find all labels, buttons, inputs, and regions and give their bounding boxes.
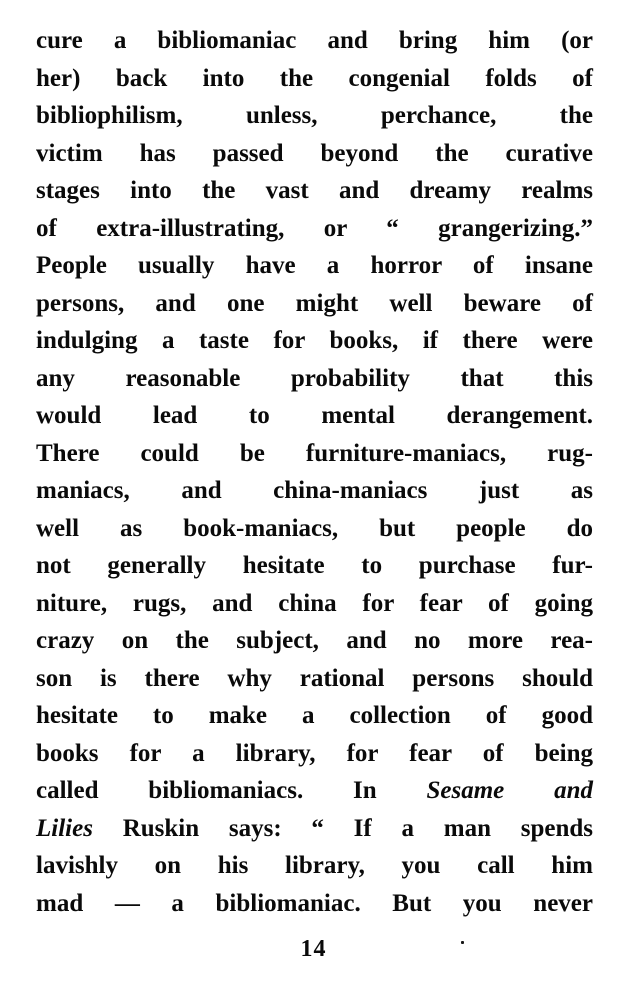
body-text: son is there why rational persons should xyxy=(36,664,593,692)
body-text: maniacs, and china-maniacs just as xyxy=(36,477,593,504)
text-line xyxy=(36,772,593,810)
italic-text: Sesame and xyxy=(426,777,593,804)
text-line xyxy=(36,697,593,735)
text-line xyxy=(36,660,593,698)
body-text: People usually have a horror of insane xyxy=(36,252,593,279)
text-line xyxy=(36,135,593,173)
body-text: There could be furniture-maniacs, rug- xyxy=(36,439,593,467)
body-text: mad — a bibliomaniac. But you never xyxy=(36,889,593,917)
text-line xyxy=(36,885,593,923)
text-line xyxy=(36,397,593,435)
text-line xyxy=(36,285,593,323)
body-text: Ruskin says: “ If a man spends xyxy=(92,814,593,842)
text-line xyxy=(36,172,593,210)
text-line xyxy=(36,622,593,660)
text-line xyxy=(36,97,593,135)
body-text: well as book-maniacs, but people do xyxy=(36,514,593,542)
body-text: not generally hesitate to purchase fur- xyxy=(36,552,593,579)
italic-text: Lilies xyxy=(36,814,93,842)
text-line xyxy=(36,585,593,623)
body-text-block xyxy=(36,22,593,922)
text-line xyxy=(36,435,593,473)
scan-speck xyxy=(461,941,464,944)
text-line xyxy=(36,810,593,848)
body-text: stages into the vast and dreamy realms xyxy=(36,177,593,204)
text-line xyxy=(36,60,593,98)
text-line xyxy=(36,735,593,773)
body-text: cure a bibliomaniac and bring him (or xyxy=(36,27,593,54)
body-text: hesitate to make a collection of good xyxy=(36,702,593,729)
page-number: 14 xyxy=(300,936,327,962)
text-line xyxy=(36,510,593,548)
body-text: niture, rugs, and china for fear of going xyxy=(36,589,593,617)
body-text: victim has passed beyond the curative xyxy=(36,139,593,167)
body-text: indulging a taste for books, if there were xyxy=(36,327,593,354)
text-line xyxy=(36,210,593,248)
text-line xyxy=(36,472,593,510)
body-text: crazy on the subject, and no more rea- xyxy=(36,627,593,654)
text-line xyxy=(36,847,593,885)
text-line xyxy=(36,22,593,60)
text-line xyxy=(36,322,593,360)
body-text: her) back into the congenial folds of xyxy=(36,64,593,92)
text-line xyxy=(36,547,593,585)
body-text: called bibliomaniacs. In xyxy=(36,777,427,804)
body-text: bibliophilism, unless, perchance, the xyxy=(36,102,593,129)
text-line xyxy=(36,247,593,285)
body-text: persons, and one might well beware of xyxy=(36,289,593,317)
body-text: of extra-illustrating, or “ grangerizing.” xyxy=(36,214,593,242)
body-text: would lead to mental derangement. xyxy=(36,402,593,429)
body-text: any reasonable probability that this xyxy=(36,364,593,392)
text-line xyxy=(36,360,593,398)
body-text: books for a library, for fear of being xyxy=(36,739,593,767)
body-text: lavishly on his library, you call him xyxy=(36,852,593,879)
